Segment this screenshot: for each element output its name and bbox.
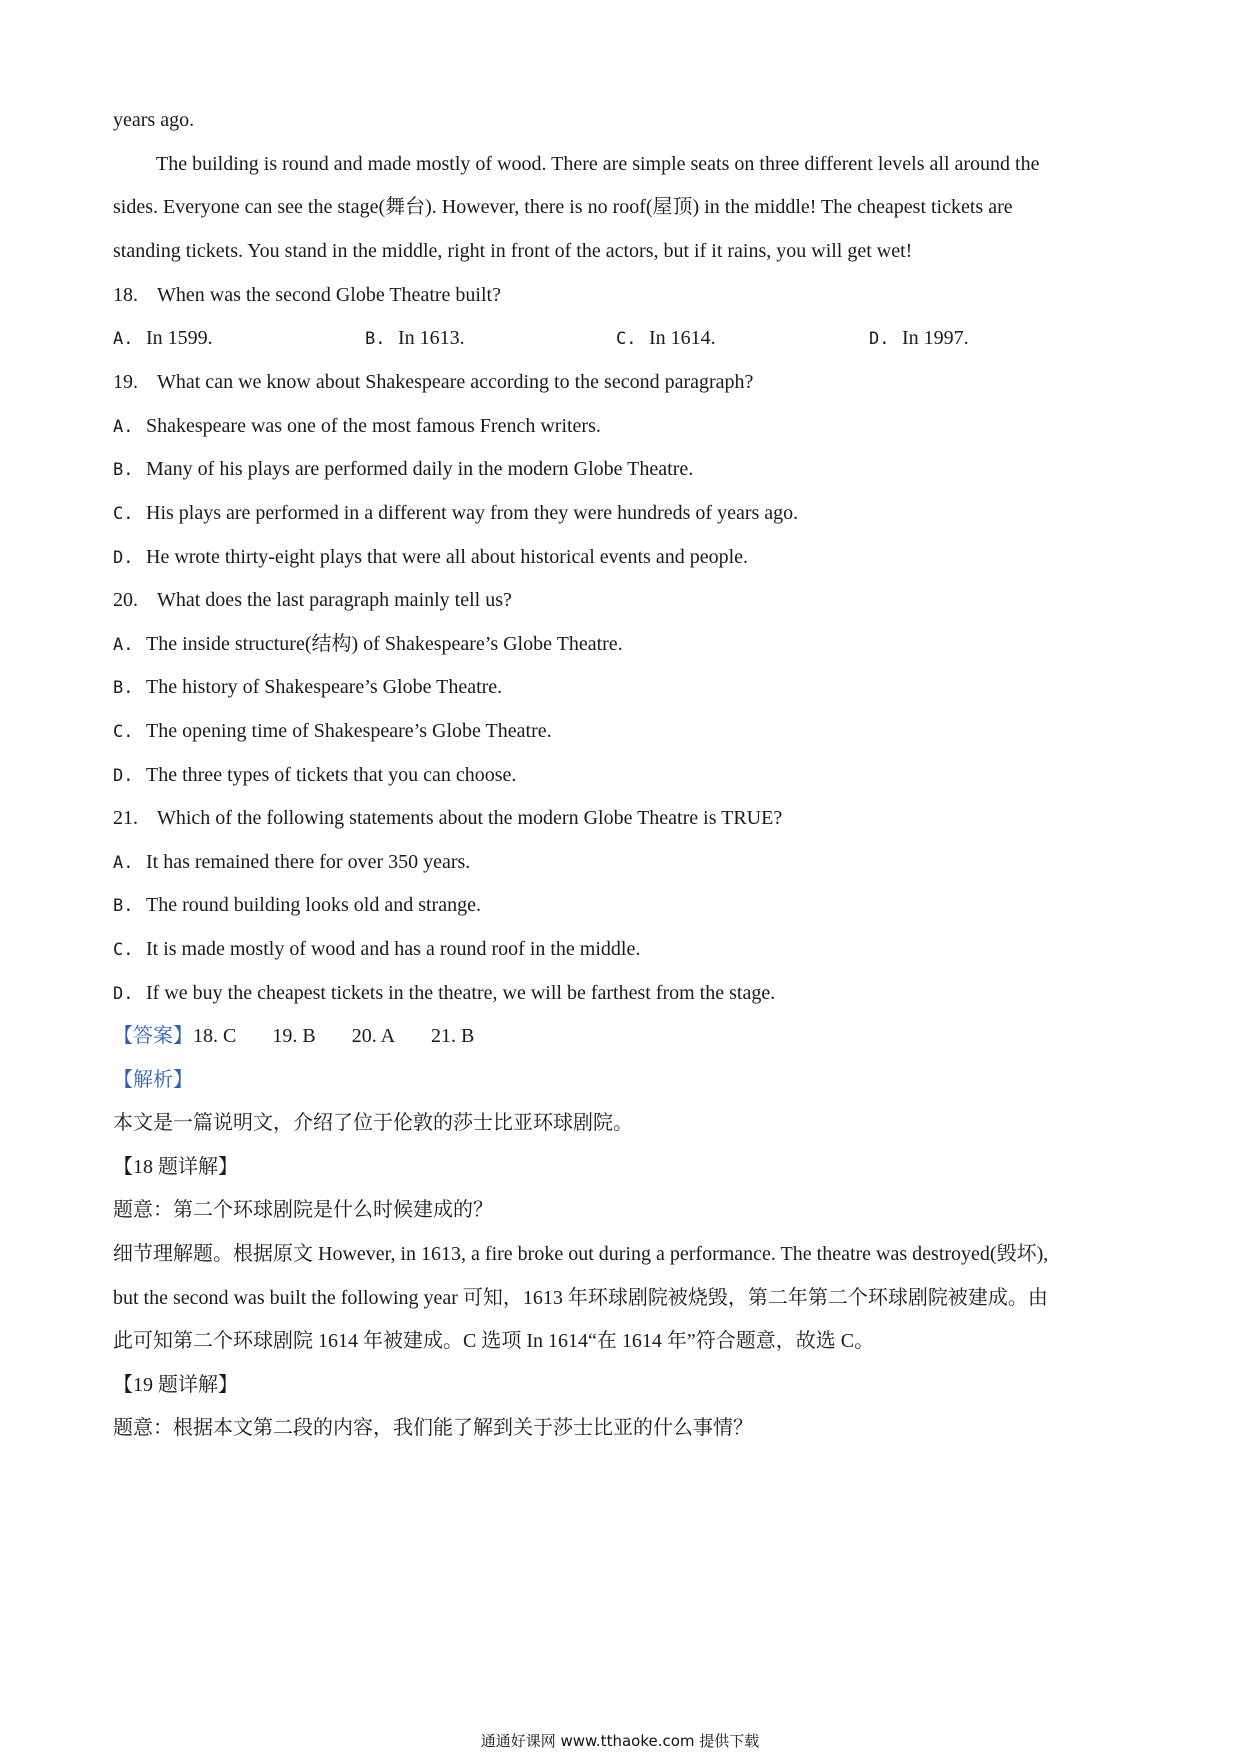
option-a: A. The inside structure(结构) of Shakespeare’s Globe Theatre. <box>113 633 623 655</box>
option-c: C. It is made mostly of wood and has a round roof in the middle. <box>113 938 641 960</box>
option-b: B. In 1613. <box>365 327 465 349</box>
q19-heading: 【19 题详解】 <box>113 1374 238 1396</box>
q19-meaning: 题意：根据本文第二段的内容，我们能了解到关于莎士比亚的什么事情？ <box>113 1417 753 1439</box>
question-18 <box>113 283 501 307</box>
option-d: D. The three types of tickets that you can choose. <box>113 764 517 786</box>
question-20 <box>113 588 512 612</box>
passage-line: The building is round and made mostly of wood. There are simple seats on three different levels all around the <box>156 153 1040 175</box>
question-text: What does the last paragraph mainly tell us? <box>157 589 512 611</box>
option-b: B. The round building looks old and strange. <box>113 894 481 916</box>
q18-explanation-line: 此可知第二个环球剧院 1614 年被建成。C 选项 In 1614“在 1614 年”符合题意，故选 C。 <box>113 1330 875 1352</box>
question-number: 18. <box>113 284 138 306</box>
footer-watermark: 通通好课网 www.tthaoke.com 提供下载 <box>480 1732 760 1750</box>
option-d: D. In 1997. <box>869 327 969 349</box>
question-number: 19. <box>113 371 138 393</box>
passage-line: sides. Everyone can see the stage(舞台). However, there is no roof(屋顶) in the middle! The cheapest tickets are <box>113 196 1013 218</box>
option-a: A. In 1599. <box>113 327 213 349</box>
option-c: C. The opening time of Shakespeare’s Globe Theatre. <box>113 720 552 742</box>
option-a: A. Shakespeare was one of the most famous French writers. <box>113 415 601 437</box>
question-text: What can we know about Shakespeare according to the second paragraph? <box>157 371 754 393</box>
answer-item: 18. C <box>193 1025 237 1047</box>
option-b: B. The history of Shakespeare’s Globe Theatre. <box>113 676 503 698</box>
answer-item: 21. B <box>431 1025 475 1047</box>
analysis-label: 【解析】 <box>113 1069 193 1091</box>
question-number: 20. <box>113 589 138 611</box>
answer-item: 20. A <box>351 1025 396 1047</box>
analysis-intro: 本文是一篇说明文，介绍了位于伦敦的莎士比亚环球剧院。 <box>113 1112 633 1134</box>
option-a: A. It has remained there for over 350 years. <box>113 851 471 873</box>
option-d: D. If we buy the cheapest tickets in the theatre, we will be farthest from the stage. <box>113 982 776 1004</box>
option-b: B. Many of his plays are performed daily in the modern Globe Theatre. <box>113 458 694 480</box>
option-c: C. His plays are performed in a different way from they were hundreds of years ago. <box>113 502 799 524</box>
question-text: Which of the following statements about the modern Globe Theatre is TRUE? <box>157 807 783 829</box>
passage-line: years ago. <box>113 109 195 131</box>
question-21 <box>113 806 782 830</box>
answer-line <box>113 1024 510 1048</box>
q18-explanation-line: but the second was built the following year 可知，1613 年环球剧院被烧毁，第二年第二个环球剧院被建成。由 <box>113 1287 1048 1309</box>
question-number: 21. <box>113 807 138 829</box>
answer-label: 【答案】 <box>113 1025 193 1047</box>
passage-line: standing tickets. You stand in the middle, right in front of the actors, but if it rains, you will get wet! <box>113 240 913 262</box>
q18-heading: 【18 题详解】 <box>113 1156 238 1178</box>
question-text: When was the second Globe Theatre built? <box>157 284 501 306</box>
q18-meaning: 题意：第二个环球剧院是什么时候建成的？ <box>113 1199 493 1221</box>
question-19 <box>113 370 753 394</box>
answer-item: 19. B <box>272 1025 316 1047</box>
q18-explanation-line: 细节理解题。根据原文 However, in 1613, a fire broke out during a performance. The theatre was destroyed(毁坏), <box>113 1243 1049 1265</box>
option-d: D. He wrote thirty-eight plays that were all about historical events and people. <box>113 546 749 568</box>
question-18-options <box>113 326 1113 350</box>
option-c: C. In 1614. <box>616 327 716 349</box>
